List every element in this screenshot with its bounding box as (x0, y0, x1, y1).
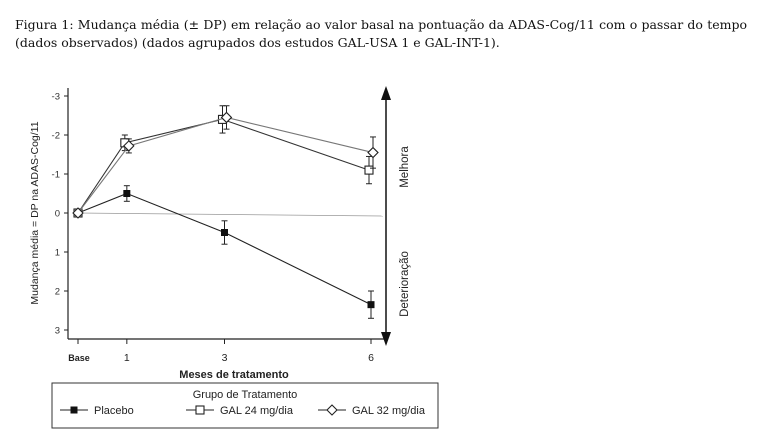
legend-label: GAL 24 mg/dia (220, 405, 293, 417)
worsen-label: Deterioração (399, 251, 411, 317)
figure-caption: Figura 1: Mudança média (± DP) em relação ao valor basal na pontuação da ADAS-Cog/11 com o passar do tempo (dados observados) (dados agrupados dos estudos GAL-USA 1 e GAL-INT-1). (15, 17, 747, 50)
y-tick-label: -3 (51, 91, 60, 103)
x-tick-label: 3 (221, 352, 228, 364)
x-tick-label: Base (68, 353, 90, 363)
legend-marker (196, 406, 204, 414)
legend-label: Placebo (94, 405, 134, 417)
y-tick-label: -2 (51, 130, 60, 142)
y-axis-title: Mudança média = DP na ADAS-Cog/11 (29, 121, 41, 305)
series-line (78, 117, 373, 213)
legend-label: GAL 32 mg/dia (352, 405, 425, 417)
y-tick-label: 2 (54, 286, 60, 298)
y-tick-label: -1 (51, 169, 60, 181)
data-point (221, 229, 228, 236)
data-point (123, 190, 130, 197)
y-tick-label: 1 (54, 247, 60, 259)
data-point (368, 301, 375, 308)
improve-label: Melhora (399, 146, 411, 188)
data-point (365, 166, 373, 174)
x-tick-label: 1 (123, 352, 130, 364)
y-tick-label: 3 (54, 325, 60, 337)
x-axis-title: Meses de tratamento (179, 369, 289, 381)
arrow-up-icon (381, 86, 391, 100)
y-tick-label: 0 (54, 208, 60, 220)
legend-marker (327, 405, 337, 415)
legend-title: Grupo de Tratamento (192, 389, 298, 401)
zero-reference-line (78, 213, 383, 216)
legend-marker (71, 407, 78, 414)
x-tick-label: 6 (368, 352, 374, 364)
series-line (78, 194, 371, 305)
